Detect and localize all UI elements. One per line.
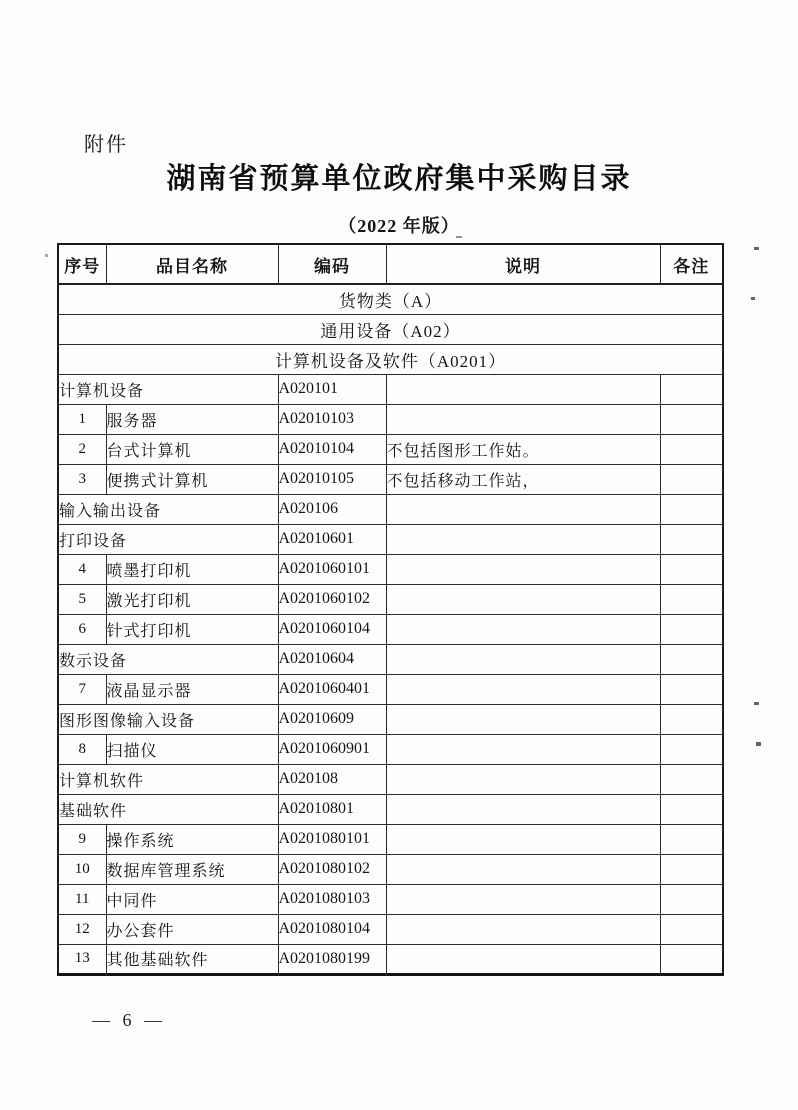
description-cell (386, 914, 660, 944)
description-cell (386, 374, 660, 404)
serial-number-cell: 10 (58, 854, 106, 884)
note-cell (660, 704, 723, 734)
item-row (58, 614, 723, 644)
section-header-cell: 通用设备（A02） (58, 314, 723, 344)
procurement-catalog-table (57, 243, 724, 976)
category-name-cell: 打印设备 (58, 524, 278, 554)
note-cell (660, 794, 723, 824)
item-name-cell: 数据库管理系统 (106, 854, 278, 884)
scan-artifact (751, 297, 755, 300)
item-name-cell: 服务器 (106, 404, 278, 434)
scan-artifact (45, 254, 48, 257)
serial-number-cell: 12 (58, 914, 106, 944)
category-name-cell: 图形图像输入设备 (58, 704, 278, 734)
description-cell (386, 584, 660, 614)
code-cell: A0201080101 (278, 824, 386, 854)
code-cell: A0201080199 (278, 944, 386, 974)
section-row (58, 284, 723, 314)
code-cell: A0201080104 (278, 914, 386, 944)
attachment-label: 附件 (84, 134, 128, 156)
category-row (58, 524, 723, 554)
note-cell (660, 404, 723, 434)
code-cell: A0201060401 (278, 674, 386, 704)
serial-number-cell: 5 (58, 584, 106, 614)
item-row (58, 464, 723, 494)
note-cell (660, 614, 723, 644)
description-cell (386, 554, 660, 584)
header-description: 说明 (386, 244, 660, 284)
description-cell (386, 794, 660, 824)
description-cell (386, 644, 660, 674)
item-row (58, 914, 723, 944)
section-row (58, 314, 723, 344)
header-note: 各注 (660, 244, 723, 284)
item-row (58, 854, 723, 884)
serial-number-cell: 8 (58, 734, 106, 764)
code-cell: A02010104 (278, 434, 386, 464)
item-name-cell: 中同件 (106, 884, 278, 914)
note-cell (660, 764, 723, 794)
description-cell (386, 824, 660, 854)
item-name-cell: 激光打印机 (106, 584, 278, 614)
category-row (58, 794, 723, 824)
code-cell: A020101 (278, 374, 386, 404)
code-cell: A0201060901 (278, 734, 386, 764)
scan-artifact (754, 247, 759, 250)
code-cell: A02010103 (278, 404, 386, 434)
code-cell: A02010601 (278, 524, 386, 554)
description-cell: 不包括移动工作站， (386, 464, 660, 494)
note-cell (660, 944, 723, 974)
category-row (58, 704, 723, 734)
code-cell: A02010609 (278, 704, 386, 734)
item-row (58, 674, 723, 704)
category-row (58, 494, 723, 524)
description-cell (386, 854, 660, 884)
note-cell (660, 734, 723, 764)
item-row (58, 884, 723, 914)
serial-number-cell: 7 (58, 674, 106, 704)
page-title: 湖南省预算单位政府集中采购目录 (166, 163, 632, 195)
code-cell: A0201080103 (278, 884, 386, 914)
description-cell (386, 884, 660, 914)
description-cell (386, 524, 660, 554)
category-name-cell: 数示设备 (58, 644, 278, 674)
item-name-cell: 办公套件 (106, 914, 278, 944)
description-cell (386, 734, 660, 764)
section-header-cell: 计算机设备及软件（A0201） (58, 344, 723, 374)
table-header-row (58, 244, 723, 284)
item-row (58, 554, 723, 584)
scan-artifact (756, 742, 761, 746)
item-name-cell: 针式打印机 (106, 614, 278, 644)
item-name-cell: 台式计算机 (106, 434, 278, 464)
item-name-cell: 喷墨打印机 (106, 554, 278, 584)
code-cell: A0201080102 (278, 854, 386, 884)
note-cell (660, 494, 723, 524)
serial-number-cell: 1 (58, 404, 106, 434)
description-cell (386, 494, 660, 524)
item-row (58, 824, 723, 854)
code-cell: A02010105 (278, 464, 386, 494)
category-row (58, 374, 723, 404)
note-cell (660, 524, 723, 554)
description-cell (386, 404, 660, 434)
note-cell (660, 374, 723, 404)
note-cell (660, 584, 723, 614)
item-row (58, 404, 723, 434)
serial-number-cell: 4 (58, 554, 106, 584)
item-name-cell: 操作系统 (106, 824, 278, 854)
item-name-cell: 其他基础软件 (106, 944, 278, 974)
description-cell: 不包括图形工作姑。 (386, 434, 660, 464)
item-row (58, 944, 723, 974)
description-cell (386, 614, 660, 644)
note-cell (660, 554, 723, 584)
code-cell: A02010801 (278, 794, 386, 824)
category-row (58, 764, 723, 794)
description-cell (386, 764, 660, 794)
description-cell (386, 674, 660, 704)
header-serial: 序号 (58, 244, 106, 284)
item-row (58, 434, 723, 464)
header-item-name: 品目名称 (106, 244, 278, 284)
page-number: — 6 — (92, 1010, 166, 1030)
category-row (58, 644, 723, 674)
code-cell: A0201060102 (278, 584, 386, 614)
category-name-cell: 输入输出设备 (58, 494, 278, 524)
item-row (58, 734, 723, 764)
serial-number-cell: 2 (58, 434, 106, 464)
description-cell (386, 704, 660, 734)
item-name-cell: 扫描仪 (106, 734, 278, 764)
code-cell: A020106 (278, 494, 386, 524)
category-name-cell: 基础软件 (58, 794, 278, 824)
code-cell: A020108 (278, 764, 386, 794)
scan-artifact (754, 702, 759, 705)
item-name-cell: 便携式计算机 (106, 464, 278, 494)
catalog-table-body (58, 284, 723, 974)
code-cell: A0201060101 (278, 554, 386, 584)
note-cell (660, 674, 723, 704)
header-code: 编码 (278, 244, 386, 284)
serial-number-cell: 9 (58, 824, 106, 854)
note-cell (660, 464, 723, 494)
item-row (58, 584, 723, 614)
note-cell (660, 644, 723, 674)
edition-subtitle: （2022 年版） (338, 216, 460, 236)
scan-artifact (456, 236, 462, 238)
code-cell: A0201060104 (278, 614, 386, 644)
item-name-cell: 液晶显示器 (106, 674, 278, 704)
note-cell (660, 434, 723, 464)
note-cell (660, 824, 723, 854)
serial-number-cell: 3 (58, 464, 106, 494)
note-cell (660, 914, 723, 944)
serial-number-cell: 11 (58, 884, 106, 914)
note-cell (660, 854, 723, 884)
category-name-cell: 计算机设备 (58, 374, 278, 404)
serial-number-cell: 13 (58, 944, 106, 974)
description-cell (386, 944, 660, 974)
category-name-cell: 计算机软件 (58, 764, 278, 794)
serial-number-cell: 6 (58, 614, 106, 644)
code-cell: A02010604 (278, 644, 386, 674)
section-header-cell: 货物类（A） (58, 284, 723, 314)
note-cell (660, 884, 723, 914)
section-row (58, 344, 723, 374)
